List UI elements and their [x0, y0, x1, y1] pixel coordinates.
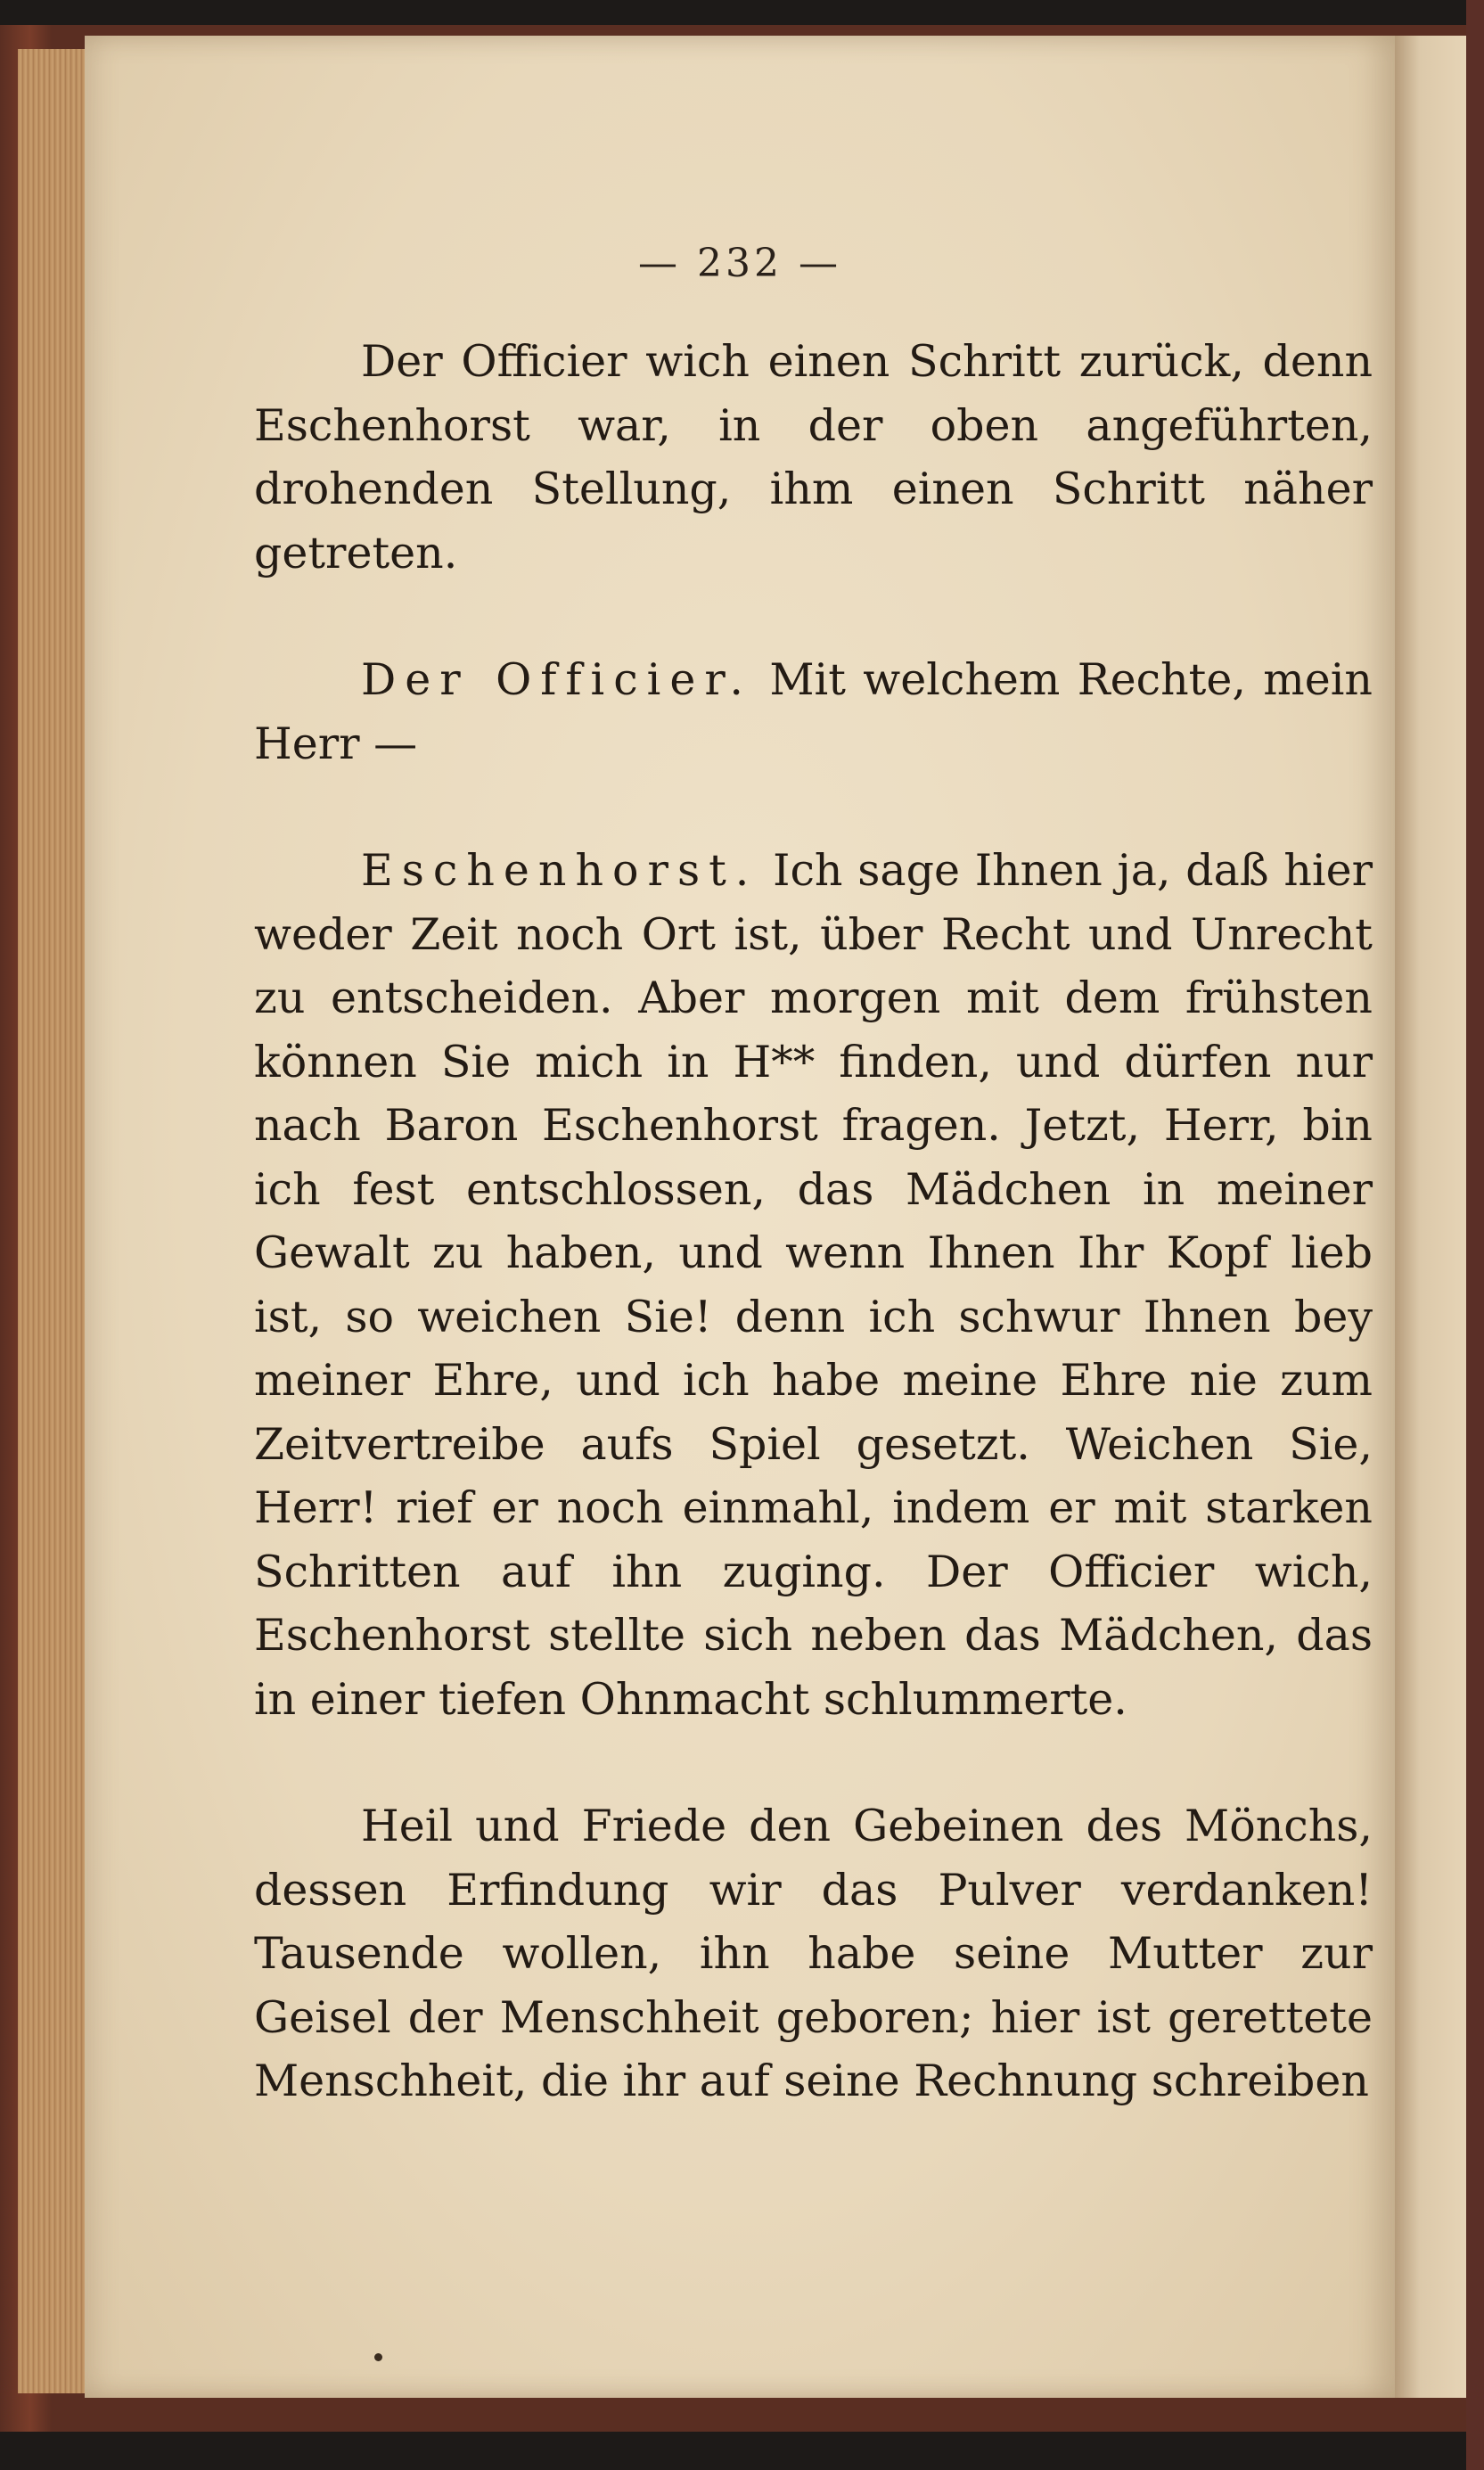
paragraph-text: Heil und Friede den Gebeinen des Mönchs, dessen Erfindung wir das Pulver verdanken! Tausende wollen, ihn habe seine Mutter zur Geisel der Menschheit geboren; hier ist gerettete Menschheit, die ihr auf seine Rechnung schreiben — [254, 1801, 1373, 2106]
paragraph-2 — [254, 648, 1373, 775]
paragraph-3 — [254, 839, 1373, 1731]
paragraph-text: Ich sage Ihnen ja, daß hier weder Zeit noch Ort ist, über Recht und Unrecht zu entscheiden. Aber morgen mit dem frühsten können Sie mich in H** finden, und dürfen nur nach Baron Eschenhorst fragen. Jetzt, Herr, bin ich fest entschlossen, das Mädchen in meiner Gewalt zu haben, und wenn Ihnen Ihr Kopf lieb ist, so weichen Sie! denn ich schwur Ihnen bey meiner Ehre, und ich habe meine Ehre nie zum Zeitvertreibe aufs Spiel gesetzt. Weichen Sie, Herr! rief er noch einmahl, indem er mit starken Schritten auf ihn zuging. Der Officier wich, Eschenhorst stellte sich neben das Mädchen, das in einer tiefen Ohnmacht schlummerte. — [254, 845, 1373, 1725]
paragraph-text: Mit welchem Rechte, mein Herr — — [254, 654, 1373, 769]
book-page — [85, 36, 1395, 2398]
paragraph-1 — [254, 330, 1373, 585]
speaker-name: Eschenhorst. — [361, 845, 758, 896]
paragraph-4 — [254, 1794, 1373, 2113]
page-number: — 232 — — [638, 241, 841, 286]
body-text — [254, 330, 1373, 2113]
facing-page-edge — [1395, 36, 1466, 2398]
page-edges — [18, 49, 85, 2393]
paragraph-text: Der Officier wich einen Schritt zurück, denn Eschenhorst war, in der oben angeführten, drohenden Stellung, ihm einen Schritt näher getreten. — [254, 336, 1373, 579]
ink-speck — [374, 2353, 382, 2361]
speaker-name: Der Officier. — [361, 654, 752, 705]
book-spine — [1466, 0, 1484, 2470]
